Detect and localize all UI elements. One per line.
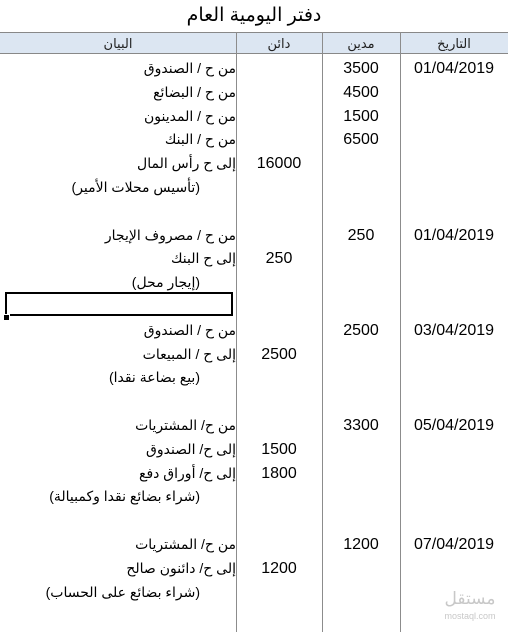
date-cell[interactable]: [400, 271, 508, 294]
table-row: [0, 343, 508, 366]
credit-cell[interactable]: [236, 128, 322, 151]
table-row: [0, 533, 508, 556]
description-cell[interactable]: من ح / مصروف الإيجار: [104, 227, 236, 243]
description-cell[interactable]: (إيجار محل): [131, 274, 200, 290]
debit-cell[interactable]: 1500: [343, 108, 379, 125]
credit-cell[interactable]: [236, 176, 322, 199]
table-row: [0, 557, 508, 580]
credit-cell[interactable]: 1800: [261, 465, 297, 482]
debit-cell[interactable]: [322, 366, 400, 389]
table-row: [0, 485, 508, 508]
debit-cell[interactable]: [322, 152, 400, 175]
table-row: [0, 271, 508, 294]
description-cell[interactable]: (شراء بضائع على الحساب): [45, 584, 200, 600]
table-row: [0, 247, 508, 270]
credit-cell[interactable]: [236, 533, 322, 556]
credit-cell[interactable]: [236, 57, 322, 80]
debit-cell[interactable]: [322, 557, 400, 580]
table-row: [0, 438, 508, 461]
date-cell[interactable]: 01/04/2019: [413, 227, 495, 244]
date-cell[interactable]: [400, 81, 508, 104]
header-credit[interactable]: دائن: [267, 36, 291, 51]
date-cell[interactable]: [400, 247, 508, 270]
table-row: [0, 128, 508, 151]
credit-cell[interactable]: [236, 485, 322, 508]
date-cell[interactable]: 03/04/2019: [413, 322, 495, 339]
date-cell[interactable]: [400, 509, 508, 532]
date-cell[interactable]: 01/04/2019: [413, 60, 495, 77]
date-cell[interactable]: [400, 295, 508, 318]
table-row: [0, 390, 508, 413]
date-cell[interactable]: [400, 390, 508, 413]
date-cell[interactable]: 07/04/2019: [413, 536, 495, 553]
watermark-logo: [434, 588, 506, 628]
table-row: [0, 366, 508, 389]
header-description[interactable]: البيان: [103, 36, 133, 51]
date-cell[interactable]: [400, 366, 508, 389]
table-row: [0, 81, 508, 104]
table-row: [0, 462, 508, 485]
table-row: [0, 105, 508, 128]
debit-cell[interactable]: 2500: [343, 322, 379, 339]
credit-cell[interactable]: 1500: [261, 441, 297, 458]
credit-cell[interactable]: [236, 390, 322, 413]
debit-cell[interactable]: [322, 295, 400, 318]
debit-cell[interactable]: [322, 462, 400, 485]
table-row: [0, 152, 508, 175]
credit-cell[interactable]: [236, 366, 322, 389]
description-cell[interactable]: إلى ح/ دائنون صالح: [126, 560, 236, 576]
date-cell[interactable]: [400, 176, 508, 199]
table-row: [0, 319, 508, 342]
description-cell[interactable]: إلى ح/ الصندوق: [145, 441, 236, 457]
date-cell[interactable]: [400, 200, 508, 223]
description-cell[interactable]: (تأسيس محلات الأمير): [71, 179, 200, 195]
debit-cell[interactable]: [322, 343, 400, 366]
debit-cell[interactable]: [322, 247, 400, 270]
credit-cell[interactable]: 250: [265, 250, 293, 267]
column-header-row: [0, 32, 508, 54]
description-cell[interactable]: إلى ح رأس المال: [137, 155, 236, 171]
credit-cell[interactable]: 1200: [261, 560, 297, 577]
credit-cell[interactable]: [236, 224, 322, 247]
credit-cell[interactable]: [236, 509, 322, 532]
header-debit[interactable]: مدين: [347, 36, 375, 51]
debit-cell[interactable]: 3500: [343, 60, 379, 77]
table-row: [0, 57, 508, 80]
description-cell[interactable]: من ح/ المشتريات: [135, 536, 236, 552]
watermark-url: mostaql.com: [444, 611, 496, 621]
description-cell[interactable]: إلى ح / المبيعات: [142, 346, 236, 362]
debit-cell[interactable]: 4500: [343, 84, 379, 101]
table-row: [0, 414, 508, 437]
debit-cell[interactable]: [322, 509, 400, 532]
debit-cell[interactable]: [322, 485, 400, 508]
header-date[interactable]: التاريخ: [437, 36, 471, 51]
credit-cell[interactable]: [236, 105, 322, 128]
watermark-text: مستقل: [444, 589, 496, 608]
credit-cell[interactable]: [236, 295, 322, 318]
description-cell[interactable]: إلى ح البنك: [170, 250, 236, 266]
table-row: [0, 509, 508, 532]
credit-cell[interactable]: [236, 414, 322, 437]
description-cell[interactable]: إلى ح/ أوراق دفع: [139, 465, 236, 481]
description-cell[interactable]: من ح / البضائع: [153, 84, 236, 100]
date-cell[interactable]: [400, 485, 508, 508]
debit-cell[interactable]: 1200: [343, 536, 379, 553]
selected-cell[interactable]: [5, 292, 233, 316]
credit-cell[interactable]: [236, 271, 322, 294]
journal-title: دفتر اليومية العام: [186, 5, 322, 26]
description-cell[interactable]: من ح / الصندوق: [143, 322, 236, 338]
debit-cell[interactable]: [322, 438, 400, 461]
fill-handle[interactable]: [3, 314, 10, 321]
debit-cell[interactable]: [322, 200, 400, 223]
date-cell[interactable]: [400, 343, 508, 366]
description-cell[interactable]: (بيع بضاعة نقدا): [108, 369, 200, 385]
date-cell[interactable]: [400, 462, 508, 485]
date-cell[interactable]: [400, 557, 508, 580]
date-cell[interactable]: 05/04/2019: [413, 417, 495, 434]
debit-cell[interactable]: 3300: [343, 417, 379, 434]
date-cell[interactable]: [400, 105, 508, 128]
debit-cell[interactable]: [322, 390, 400, 413]
description-cell[interactable]: من ح / المدينون: [144, 108, 236, 124]
debit-cell[interactable]: 250: [347, 227, 375, 244]
debit-cell[interactable]: 6500: [343, 131, 379, 148]
credit-cell[interactable]: [236, 81, 322, 104]
date-cell[interactable]: [400, 152, 508, 175]
table-row: [0, 224, 508, 247]
description-cell[interactable]: (شراء بضائع نقدا وكمبيالة): [49, 488, 200, 504]
credit-cell[interactable]: [236, 581, 322, 604]
date-cell[interactable]: [400, 128, 508, 151]
credit-cell[interactable]: [236, 319, 322, 342]
debit-cell[interactable]: [322, 581, 400, 604]
credit-cell[interactable]: 16000: [256, 155, 302, 172]
table-row: [0, 176, 508, 199]
description-cell[interactable]: من ح/ المشتريات: [135, 417, 236, 433]
debit-cell[interactable]: [322, 271, 400, 294]
date-cell[interactable]: [400, 438, 508, 461]
description-cell[interactable]: من ح / البنك: [164, 131, 236, 147]
table-row: [0, 200, 508, 223]
debit-cell[interactable]: [322, 176, 400, 199]
credit-cell[interactable]: [236, 200, 322, 223]
description-cell[interactable]: من ح / الصندوق: [143, 60, 236, 76]
credit-cell[interactable]: 2500: [261, 346, 297, 363]
table-row: [0, 581, 508, 604]
